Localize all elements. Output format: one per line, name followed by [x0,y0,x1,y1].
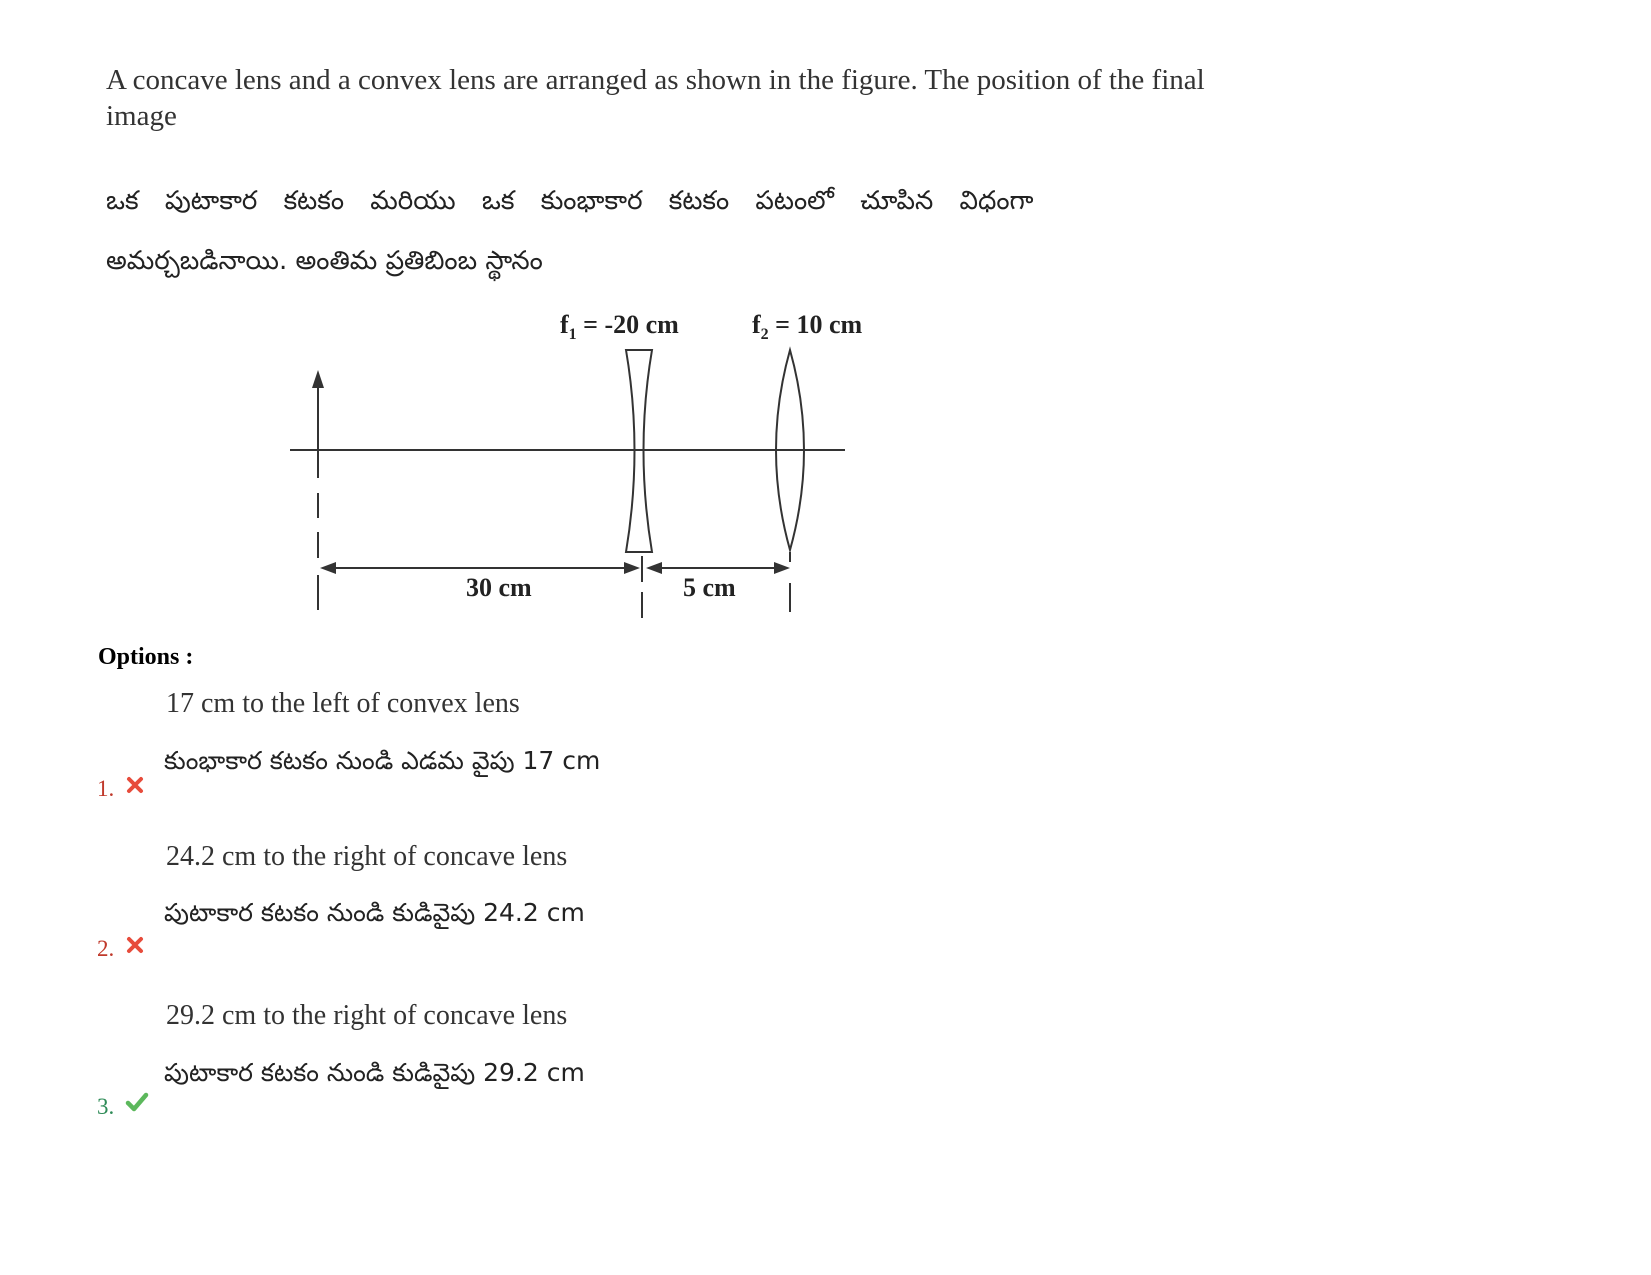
lens-arrangement-figure [290,300,890,620]
option-2-telugu: పుటాకార కటకం నుండి కుడివైపు 24.2 cm [164,898,585,927]
dimension-30cm-label: 30 cm [466,573,532,602]
options-heading: Options : [98,644,194,670]
question-telugu-line2: అమర్చబడినాయి. అంతిమ ప్రతిబింబ స్థానం [106,246,543,276]
option-2-number: 2. [97,936,115,961]
f2-label: $f_2 = 10$ cm [752,310,863,343]
option-3-telugu: పుటాకార కటకం నుండి కుడివైపు 29.2 cm [164,1058,585,1087]
cross-icon [125,775,145,795]
option-2-english: 24.2 cm to the right of concave lens [166,841,568,872]
question-telugu-line1: ఒక పుటాకార కటకం మరియు ఒక కుంభాకార కటకం పటంలో చూపిన విధంగా [106,186,1034,216]
check-icon [125,1091,149,1113]
option-3-number: 3. [97,1094,115,1119]
cross-icon [125,935,145,955]
option-3-english: 29.2 cm to the right of concave lens [166,1000,568,1031]
option-1-english: 17 cm to the left of convex lens [166,688,520,719]
option-1-telugu: కుంభాకార కటకం నుండి ఎడమ వైపు 17 cm [164,746,601,775]
question-english: A concave lens and a convex lens are arranged as shown in the figure. The position of the final image [106,64,1205,132]
dimension-5cm-label: 5 cm [683,573,736,602]
option-1-number: 1. [97,776,115,801]
f1-label: $f_1 = -20$ cm [560,310,679,343]
object-arrow [312,370,324,478]
